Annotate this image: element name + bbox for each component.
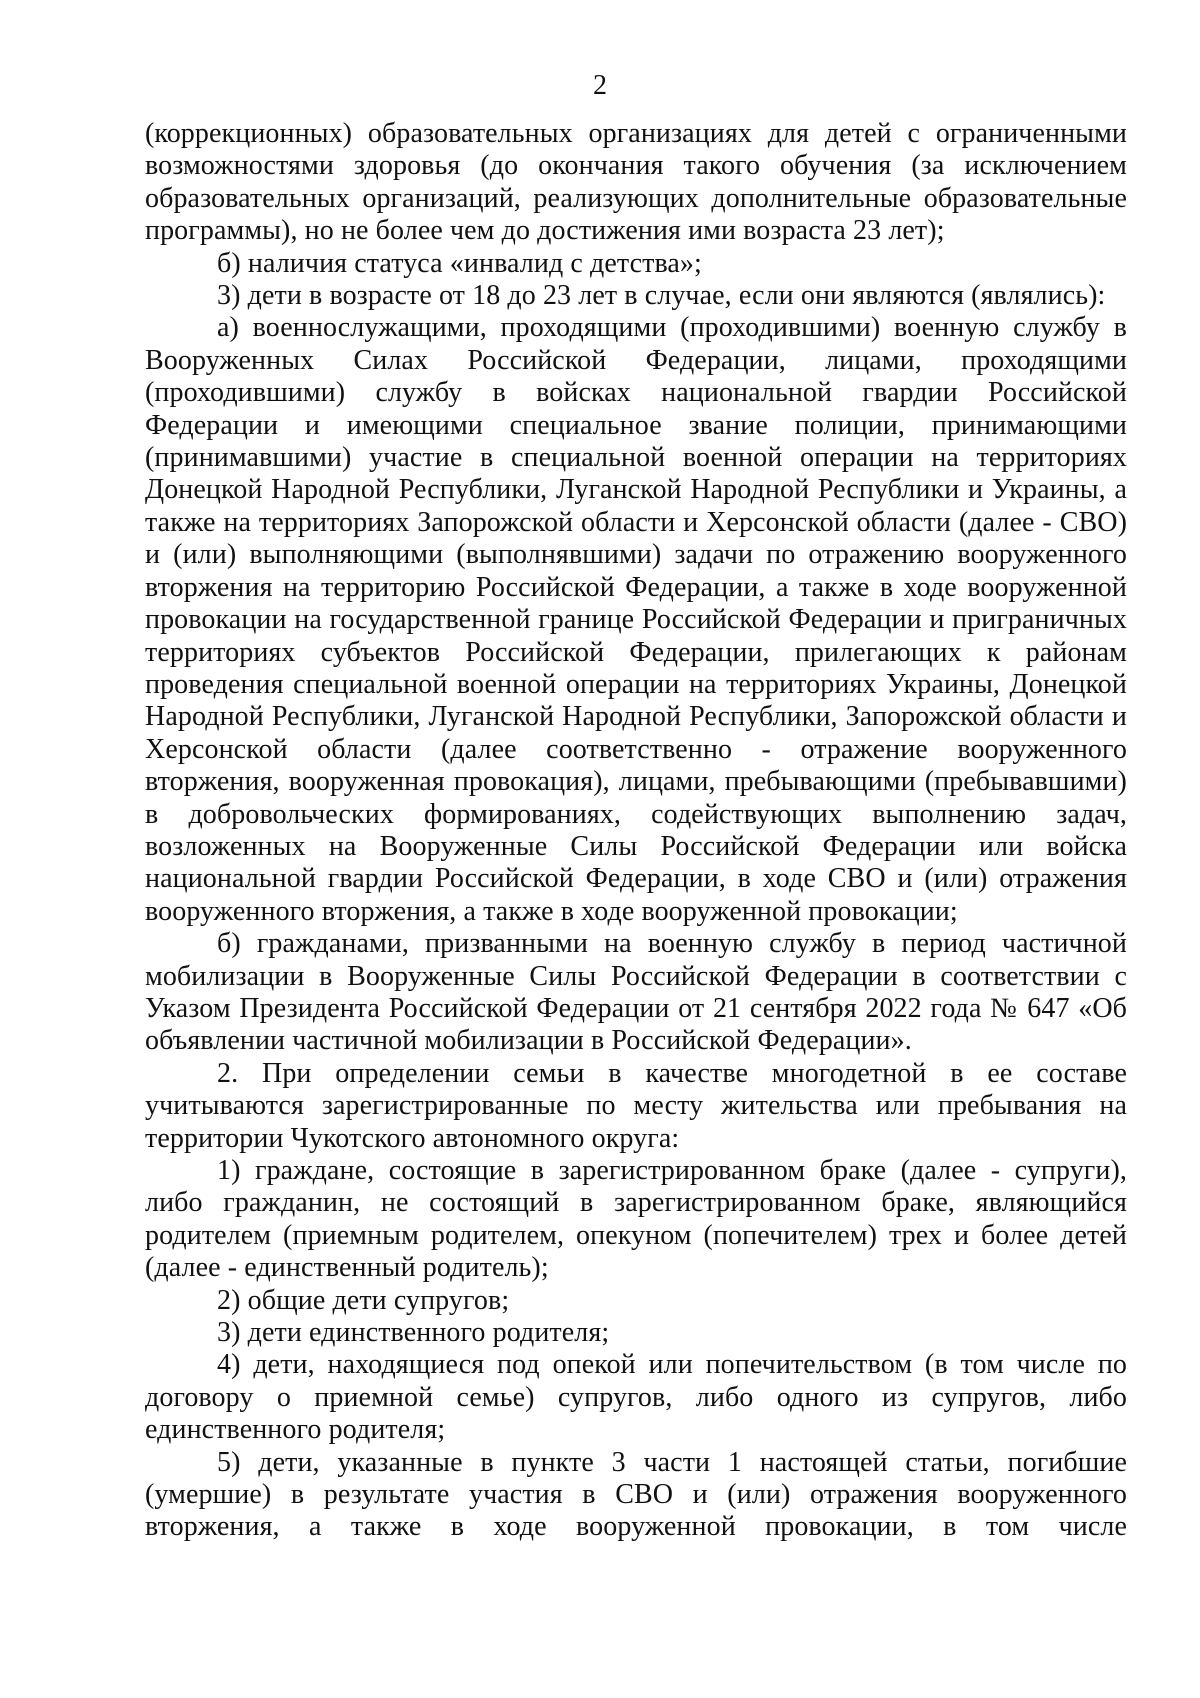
paragraph-mobilized-citizens: б) гражданами, призванными на военную службу в период частичной мобилизации в Вооруженные Силы Российской Федерации в соответствии с Указом Президента Российской Федерации от 21 сентября 2022 года № 647 «Об объявлении частичной мобилизации в Российской Федерации». xyxy=(145,928,1127,1057)
paragraph-military-servicemen: а) военнослужащими, проходящими (проходившими) военную службу в Вооруженных Силах Российской Федерации, лицами, проходящими (проходившими) службу в войсках национальной гвардии Российской Федерации и имеющими специальное звание полиции, принимающими (принимавшими) участие в специальной военной операции на территориях Донецкой Народной Республики, Луганской Народной Республики и Украины, а также на территориях Запорожской области и Херсонской области (далее - СВО) и (или) выполняющими (выполнявшими) задачи по отражению вооруженного вторжения на территорию Российской Федерации, а также в ходе вооруженной провокации на государственной границе Российской Федерации и приграничных территориях субъектов Российской Федерации, прилегающих к районам проведения специальной военной операции на территориях Украины, Донецкой Народной Республики, Луганской Народной Республики, Запорожской области и Херсонской области (далее соответственно - отражение вооруженного вторжения, вооруженная провокация), лицами, пребывающими (пребывавшими) в добровольческих формированиях, содействующих выполнению задач, возложенных на Вооруженные Силы Российской Федерации или войска национальной гвардии Российской Федерации, в ходе СВО и (или) отражения вооруженного вторжения, а также в ходе вооруженной провокации; xyxy=(145,312,1127,927)
paragraph-common-children: 2) общие дети супругов; xyxy=(217,1284,510,1316)
paragraph-single-parent-children: 3) дети единственного родителя; xyxy=(217,1317,610,1349)
paragraph-deceased-children: 5) дети, указанные в пункте 3 части 1 настоящей статьи, погибшие (умершие) в результате участия в СВО и (или) отражения вооруженного вторжения, а также в ходе вооруженной провокации, в том числе xyxy=(145,1446,1127,1543)
page-number: 2 xyxy=(593,70,607,101)
paragraph-spouses: 1) граждане, состоящие в зарегистрированном браке (далее - супруги), либо гражданин, не состоящий в зарегистрированном браке, являющийся родителем (приемным родителем, опекуном (попечителем) трех и более детей (далее - единственный родитель); xyxy=(145,1155,1127,1284)
document-body xyxy=(145,118,1127,1544)
paragraph-children-18-23: 3) дети в возрасте от 18 до 23 лет в случае, если они являются (являлись): xyxy=(217,280,1106,312)
paragraph-disability-status: б) наличия статуса «инвалид с детства»; xyxy=(217,247,702,279)
paragraph-guardianship-children: 4) дети, находящиеся под опекой или попечительством (в том числе по договору о приемной семье) супругов, либо одного из супругов, либо единственного родителя; xyxy=(145,1349,1127,1446)
paragraph-large-family-definition: 2. При определении семьи в качестве многодетной в ее составе учитываются зарегистрированные по месту жительства или пребывания на территории Чукотского автономного округа: xyxy=(145,1057,1127,1154)
paragraph-continuation: (коррекционных) образовательных организациях для детей с ограниченными возможностями здоровья (до окончания такого обучения (за исключением образовательных организаций, реализующих дополнительные образовательные программы), но не более чем до достижения ими возраста 23 лет); xyxy=(145,118,1127,247)
